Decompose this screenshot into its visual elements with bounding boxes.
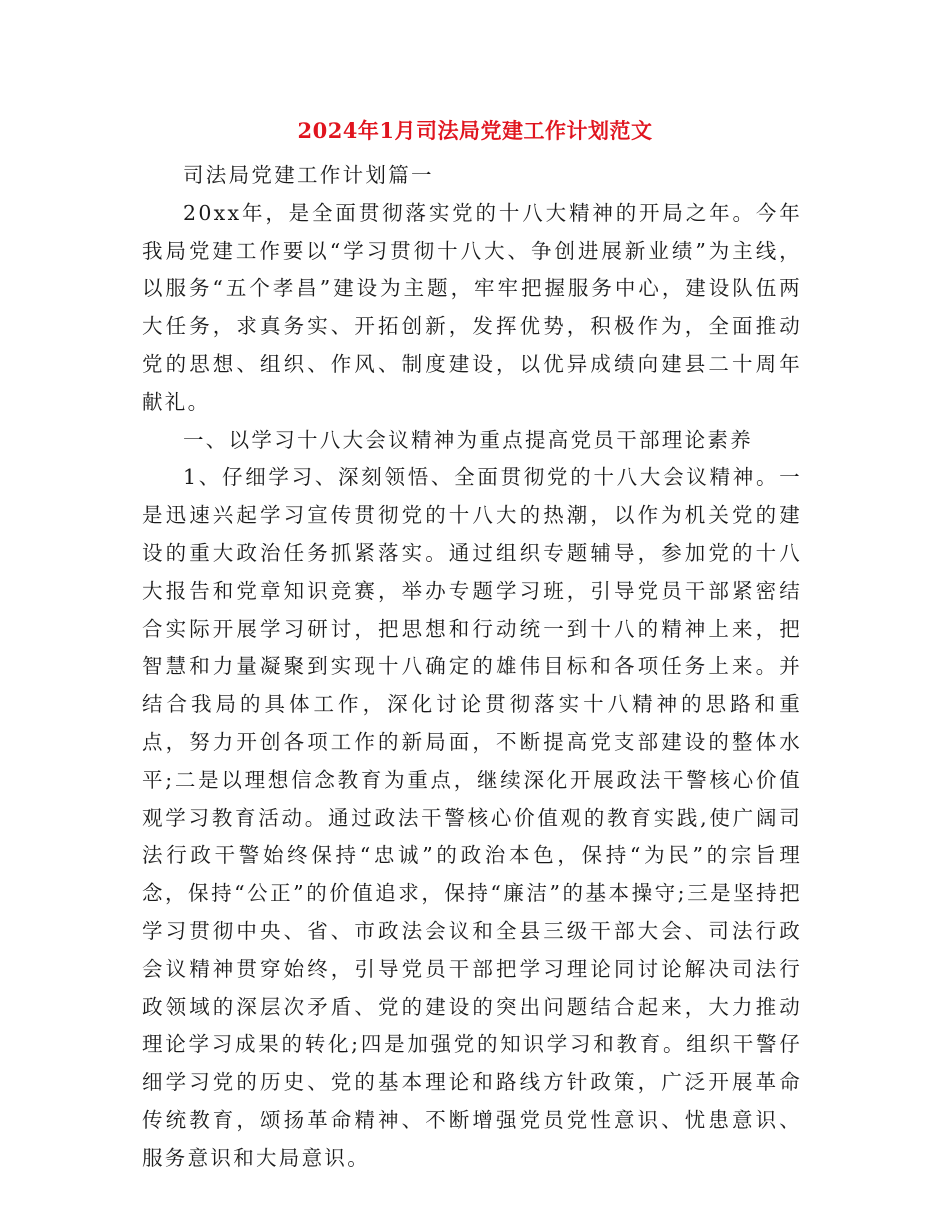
- section-subtitle: 司法局党建工作计划篇一: [183, 163, 434, 187]
- intro-paragraph: 20xx年，是全面贯彻落实党的十八大精神的开局之年。今年我局党建工作要以“学习贯彻十八大、争创进展新业绩”为主线，以服务“五个孝昌”建设为主题，牢牢把握服务中心，建设队伍两大任务，求真务实、开拓创新，发挥优势，积极作为，全面推动党的思想、组织、作风、制度建设，以优异成绩向建县二十周年献礼。: [142, 200, 802, 414]
- document-title: 2024年1月司法局党建工作计划范文: [297, 118, 653, 143]
- section-heading: 一、以学习十八大会议精神为重点提高党员干部理论素养: [183, 427, 753, 452]
- body-paragraph: 1、仔细学习、深刻领悟、全面贯彻党的十八大会议精神。一是迅速兴起学习宣传贯彻党的十八大的热潮，以作为机关党的建设的重大政治任务抓紧落实。通过组织专题辅导，参加党的十八大报告和党章知识竞赛，举办专题学习班，引导党员干部紧密结合实际开展学习研讨，把思想和行动统一到十八的精神上来，把智慧和力量凝聚到实现十八确定的雄伟目标和各项任务上来。并结合我局的具体工作，深化讨论贯彻落实十八精神的思路和重点，努力开创各项工作的新局面，不断提高党支部建设的整体水平;二是以理想信念教育为重点，继续深化开展政法干警核心价值观学习教育活动。通过政法干警核心价值观的教育实践,使广阔司法行政干警始终保持“忠诚”的政治本色，保持“为民”的宗旨理念，保持“公正”的价值追求，保持“廉洁”的基本操守;三是坚持把学习贯彻中央、省、市政法会议和全县三级干部大会、司法行政会议精神贯穿始终，引导党员干部把学习理论同讨论解决司法行政领域的深层次矛盾、党的建设的突出问题结合起来，大力推动理论学习成果的转化;四是加强党的知识学习和教育。组织干警仔细学习党的历史、党的基本理论和路线方针政策，广泛开展革命传统教育，颂扬革命精神、不断增强党员党性意识、忧患意识、服务意识和大局意识。: [142, 465, 802, 1170]
- document-body: [142, 157, 802, 1178]
